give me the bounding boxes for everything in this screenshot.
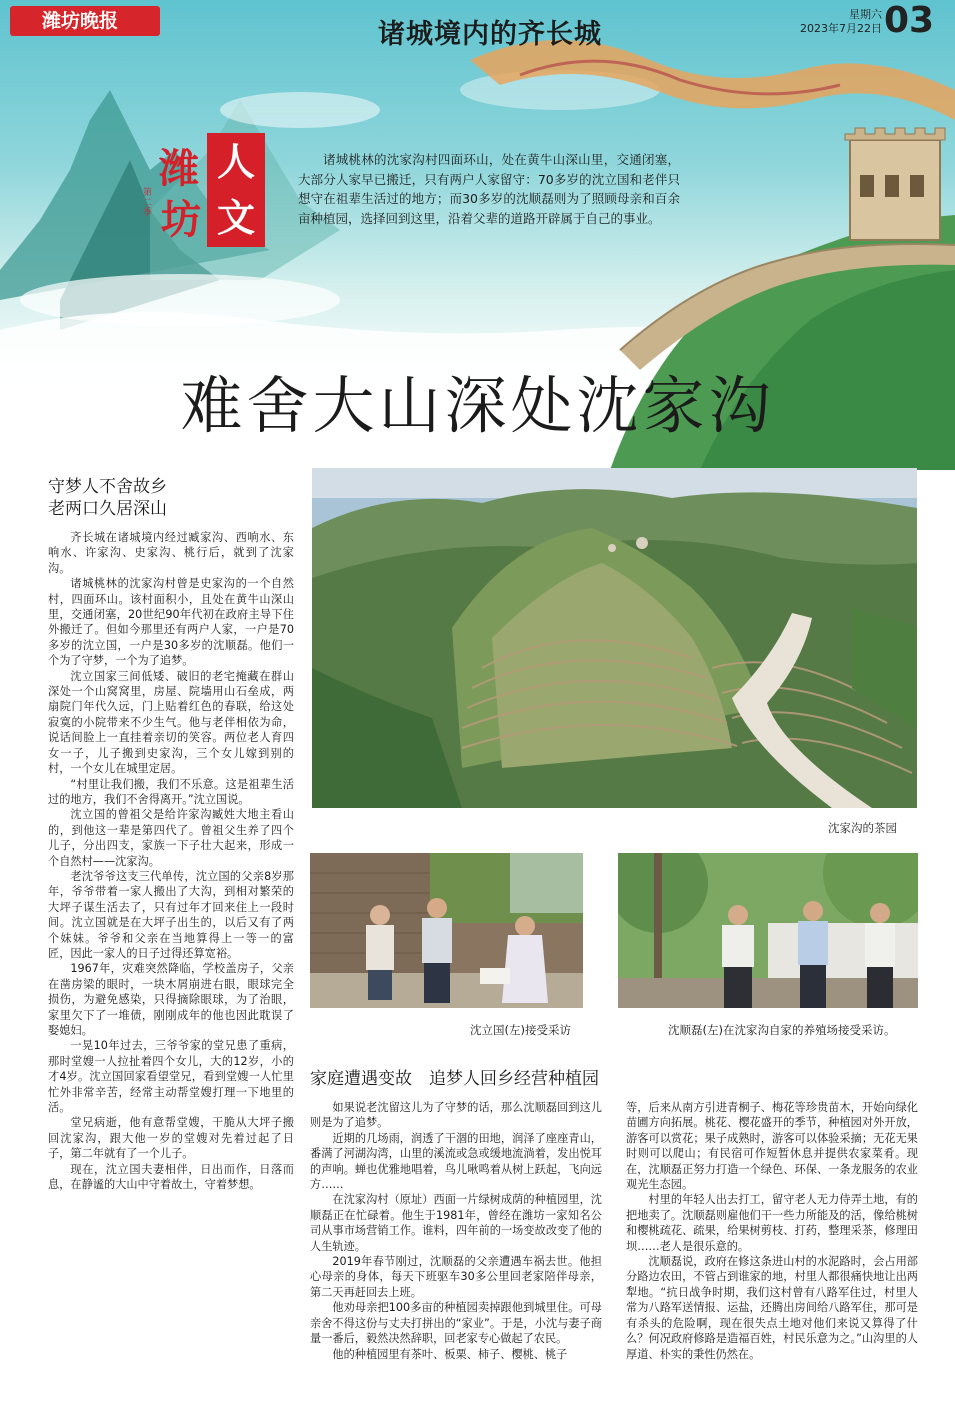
section2-col2 — [626, 1100, 918, 1362]
paragraph: 沈顺磊说，政府在修这条进山村的水泥路时，会占用部分路边农田，不管占到谁家的地，村里人都很痛快地让出两犁地。“抗日战争时期，我们这村曾有八路军住过，村里人常为八路军送情报、运盐，还腾出房间给八路军住，那可是有杀头的危险啊，现在很失点土地对他们来说又算得了什么？何况政府修路是造福百姓，村民乐意为之。”山沟里的人厚道、朴实的秉性仍然在。 — [626, 1255, 918, 1361]
page-number: 03 — [884, 0, 935, 41]
interview-left-caption: 沈立国(左)接受采访 — [470, 1023, 571, 1037]
seal-char-4: 文 — [207, 189, 265, 247]
paragraph: 在沈家沟村（原址）西面一片绿树成荫的种植园里，沈顺磊正在忙碌着。他生于1981年，曾经在潍坊一家知名公司从事市场营销工作。谁料，四年前的一场变故改变了他的人生轨迹。 — [310, 1193, 602, 1253]
section2-col1 — [310, 1100, 602, 1362]
paragraph: 他的种植园里有茶叶、板栗、柿子、樱桃、桃子 — [332, 1347, 568, 1361]
date: 2023年7月22日 — [800, 22, 882, 35]
seal-char-3: 坊 — [161, 196, 201, 243]
issue-date — [770, 8, 882, 36]
paragraph: 1967年，灾难突然降临，学校盖房子，父亲在凿房梁的眼时，一块木屑崩进右眼，眼球完全损伤，为避免感染，只得摘除眼球，为了治眼，家里欠下了一堆债，刚刚成年的他也因此耽误了娶媳妇。 — [48, 962, 294, 1037]
left-subhead-2: 老两口久居深山 — [48, 499, 167, 519]
interview-photo-right — [618, 853, 918, 1008]
paragraph: 沈立国家三间低矮、破旧的老宅掩藏在群山深处一个山窝窝里，房屋、院墙用山石垒成，两扇院门年代久远，门上贴着红色的春联，给这处寂寞的小院带来不少生气。他与老伴相依为命，说话间脸上一直挂着亲切的笑容。两位老人育四女一子，儿子搬到史家沟，三个女儿嫁到别的村，一个女儿在城里定居。 — [48, 669, 294, 776]
paragraph: 村里的年轻人出去打工，留守老人无力侍弄土地，有的把地卖了。沈顺磊则雇他们干一些力所能及的活，像给桃树和樱桃疏花、疏果，给果树剪枝、打药，整理采茶，修理田坝……老人是很乐意的。 — [626, 1193, 918, 1253]
left-subhead-1: 守梦人不舍故乡 — [48, 477, 167, 497]
paragraph: 堂兄病逝，他有意帮堂嫂，干脆从大坪子搬回沈家沟，跟大他一岁的堂嫂对先着过起了日子，第二年就有了一个儿子。 — [48, 1116, 294, 1161]
seal-issue: 第二季 — [143, 188, 153, 218]
paragraph: 他劝母亲把100多亩的种植园卖掉跟他到城里住。可母亲舍不得这份与丈夫打拼出的“家业”。于是，小沈与妻子商量一番后，毅然决然辞职，回老家专心做起了农民。 — [310, 1301, 602, 1346]
seal-char-1: 潍 — [159, 145, 199, 192]
section-title: 诸城境内的齐长城 — [378, 19, 602, 50]
paragraph: 等，后来从南方引进青桐子、梅花等珍贵苗木，开始向绿化苗圃方向拓展。桃花、樱花盛开的季节，种植园对外开放，游客可以赏花；果子成熟时，游客可以体验采摘；无花无果时则可以爬山；有民宿可作短暂休息并提供农家菜肴。现在，沈顺磊正努力打造一个绿色、环保、一条龙服务的农业观光生态园。 — [626, 1101, 918, 1192]
paragraph: 齐长城在诸城境内经过臧家沟、西响水、东响水、许家沟、史家沟、桃行后，就到了沈家沟。 — [48, 531, 294, 575]
paragraph: 现在，沈立国夫妻相伴，日出而作，日落而息，在静谧的大山中守着故土，守着梦想。 — [48, 1162, 294, 1192]
paragraph: 老沈爷爷这支三代单传，沈立国的父亲8岁那年，爷爷带着一家人搬出了大沟，到相对繁荣的大坪子谋生活去了，只有过年才回来住上一段时间。沈立国就是在大坪子出生的，以后又有了两个妹妹。爷爷和父亲在当地算得上一等一的富匠，因此一家人的日子过得还算宽裕。 — [48, 869, 294, 960]
paragraph: 沈立国的曾祖父是给许家沟臧姓大地主看山的，到他这一辈是第四代了。曾祖父生养了四个儿子，分出四支，家族一下子壮大起来，形成一个自然村——沈家沟。 — [48, 808, 294, 868]
tea-garden-caption: 沈家沟的茶园 — [828, 821, 897, 835]
tea-garden-photo — [312, 468, 917, 808]
lead-paragraph: 诸城桃林的沈家沟村四面环山，处在黄牛山深山里，交通闭塞，大部分人家早已搬迁，只有两户人家留守：70多岁的沈立国和老伴只想守在祖辈生活过的地方；而30多岁的沈顺磊则为了照顾母亲和百余亩种植园，选择回到这里，沿着父辈的道路开辟属于自己的事业。 — [298, 152, 680, 226]
paragraph: 一晃10年过去，三爷爷家的堂兄患了重病，那时堂嫂一人拉扯着四个女儿，大的12岁，小的才4岁。沈立国回家看望堂兄，看到堂嫂一人忙里忙外非常辛苦，经常主动帮堂嫂打理一下地里的活。 — [48, 1039, 294, 1115]
paragraph: 2019年春节刚过，沈顺磊的父亲遭遇车祸去世。他担心母亲的身体，每天下班驱车30多公里回老家陪伴母亲，第二天再赶回去上班。 — [310, 1255, 602, 1299]
paragraph: 近期的几场雨，润透了干涸的田地，润泽了座座青山，番满了河湖沟湾，山里的溪流或急或缓地流淌着，发出悦耳的声响。蝉也优雅地唱着，鸟儿啾鸣着从树上跃起，飞向远方…… — [310, 1131, 602, 1192]
weekday: 星期六 — [849, 8, 882, 21]
section2-subhead: 家庭遭遇变故 追梦人回乡经营种植园 — [310, 1069, 599, 1089]
interview-right-caption: 沈顺磊(左)在沈家沟自家的养殖场接受采访。 — [668, 1023, 896, 1037]
newspaper-logo: 潍坊晚报 — [10, 6, 160, 36]
paragraph: 诸城桃林的沈家沟村曾是史家沟的一个自然村，四面环山。该村面积小，且处在黄牛山深山里，交通闭塞，20世纪90年代初在政府主导下住外搬迁了。但如今那里还有两户人家，一户是70多岁的沈立国，一户是30多岁的沈顺磊。他们一个为了守梦，一个为了追梦。 — [48, 577, 294, 668]
left-column — [48, 476, 294, 1192]
left-body — [48, 530, 294, 1192]
interview-photo-left — [310, 853, 583, 1008]
column-seal — [143, 133, 271, 248]
headline: 难舍大山深处沈家沟 — [180, 369, 775, 442]
paragraph: “村里让我们搬，我们不乐意。这是祖辈生活过的地方，我们不舍得离开。”沈立国说。 — [48, 777, 294, 806]
paragraph: 如果说老沈留这儿为了守梦的话，那么沈顺磊回到这儿则是为了追梦。 — [310, 1101, 602, 1130]
seal-char-2: 人 — [207, 133, 265, 191]
